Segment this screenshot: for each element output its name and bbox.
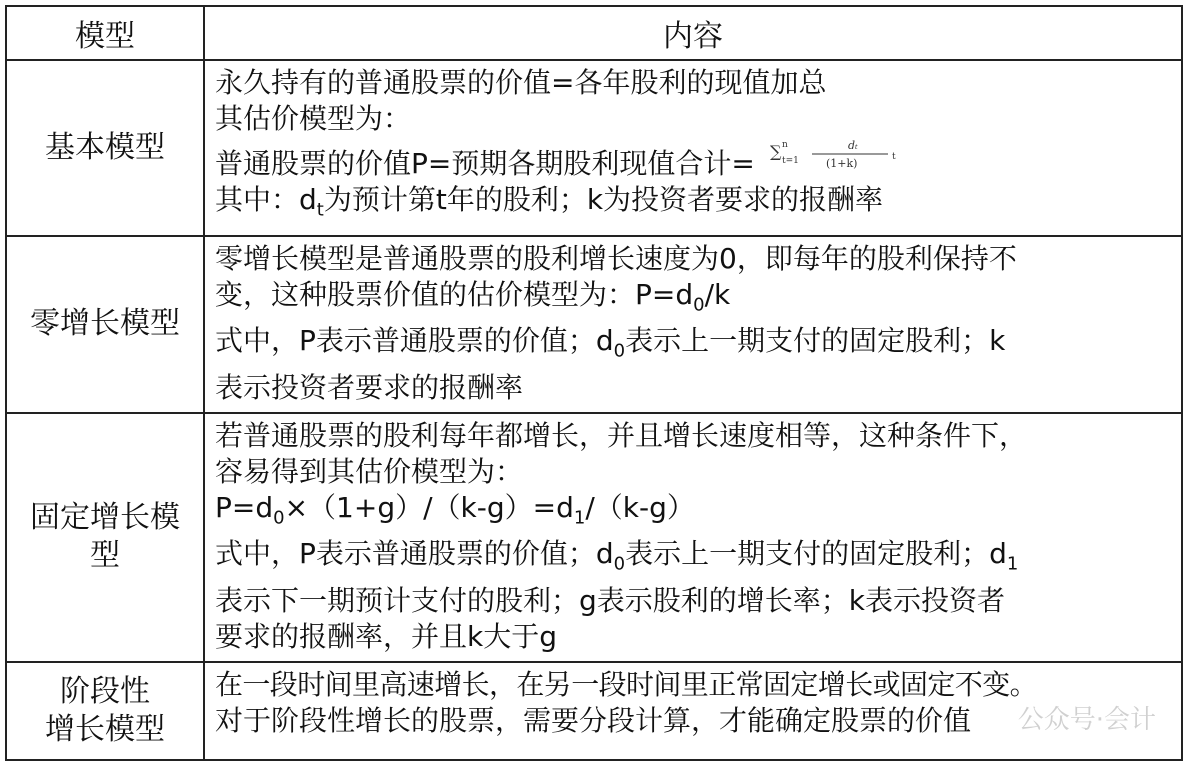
content-line: 式中，P表示普通股票的价值；$d_0$表示上一期支付的固定股利；k (215, 324, 1006, 362)
watermark: 公众号·会计 (1017, 705, 1156, 735)
model-content-zero-growth (204, 236, 1182, 413)
svg-text:t=1: t=1 (781, 156, 799, 166)
model-name-line: 固定增长模 (30, 500, 180, 536)
model-name-line: 型 (90, 538, 120, 574)
model-name-constant-growth (6, 413, 204, 662)
pv-sum-formula (768, 137, 918, 177)
content-line: 其估价模型为： (215, 102, 412, 135)
svg-text:∑: ∑ (769, 142, 782, 161)
content-line: 其中：$d_t$为预计第t年的股利；k为投资者要求的报酬率 (215, 183, 884, 221)
content-line-text: 普通股票的价值P=预期各期股利现值合计= (215, 147, 755, 180)
stock-valuation-table (5, 5, 1183, 761)
model-name-line: 增长模型 (45, 711, 165, 747)
content-line: 永久持有的普通股票的价值=各年股利的现值加总 (215, 66, 827, 99)
content-line: 表示投资者要求的报酬率 (215, 370, 524, 404)
table-row (6, 60, 1182, 236)
svg-text:dₜ: dₜ (847, 139, 858, 152)
content-line: $P=d_0\times(1+g)/(k-g)=d_1/(k-g)$ (215, 490, 695, 529)
model-name-line: 阶段性 (60, 673, 150, 709)
content-line: 在一段时间里高速增长，在另一段时间里正常固定增长或固定不变。 (215, 667, 1038, 701)
model-name-basic: 基本模型 (6, 60, 204, 236)
content-line: 表示下一期预计支付的股利；g表示股利的增长率；k表示投资者 (215, 583, 1005, 617)
header-row (6, 6, 1182, 60)
svg-text:n: n (781, 140, 788, 150)
content-line: 对于阶段性增长的股票，需要分段计算，才能确定股票的价值 (215, 703, 972, 737)
model-content-basic (204, 60, 1182, 236)
svg-text:(1+k): (1+k) (825, 157, 858, 170)
content-line: 要求的报酬率，并且k大于g (215, 619, 557, 653)
content-line: 变，这种股票价值的估价模型为：$P=d_0/k$ (215, 277, 731, 316)
content-line (215, 137, 1175, 182)
table-row (6, 662, 1182, 760)
table-row (6, 236, 1182, 413)
header-model: 模型 (6, 6, 204, 60)
table-row (6, 413, 1182, 662)
content-line: 零增长模型是普通股票的股利增长速度为0，即每年的股利保持不 (215, 241, 1017, 275)
model-content-constant-growth (204, 413, 1182, 662)
content-line: 若普通股票的股利每年都增长，并且增长速度相等，这种条件下， (215, 418, 1028, 452)
content-line: 式中，P表示普通股票的价值；$d_0$表示上一期支付的固定股利；$d_1$ (215, 537, 1019, 575)
content-line: 容易得到其估价模型为： (215, 454, 524, 488)
model-name-zero-growth: 零增长模型 (6, 236, 204, 413)
svg-text:t: t (891, 152, 896, 162)
header-content: 内容 (204, 6, 1182, 60)
model-name-stage-growth (6, 662, 204, 760)
